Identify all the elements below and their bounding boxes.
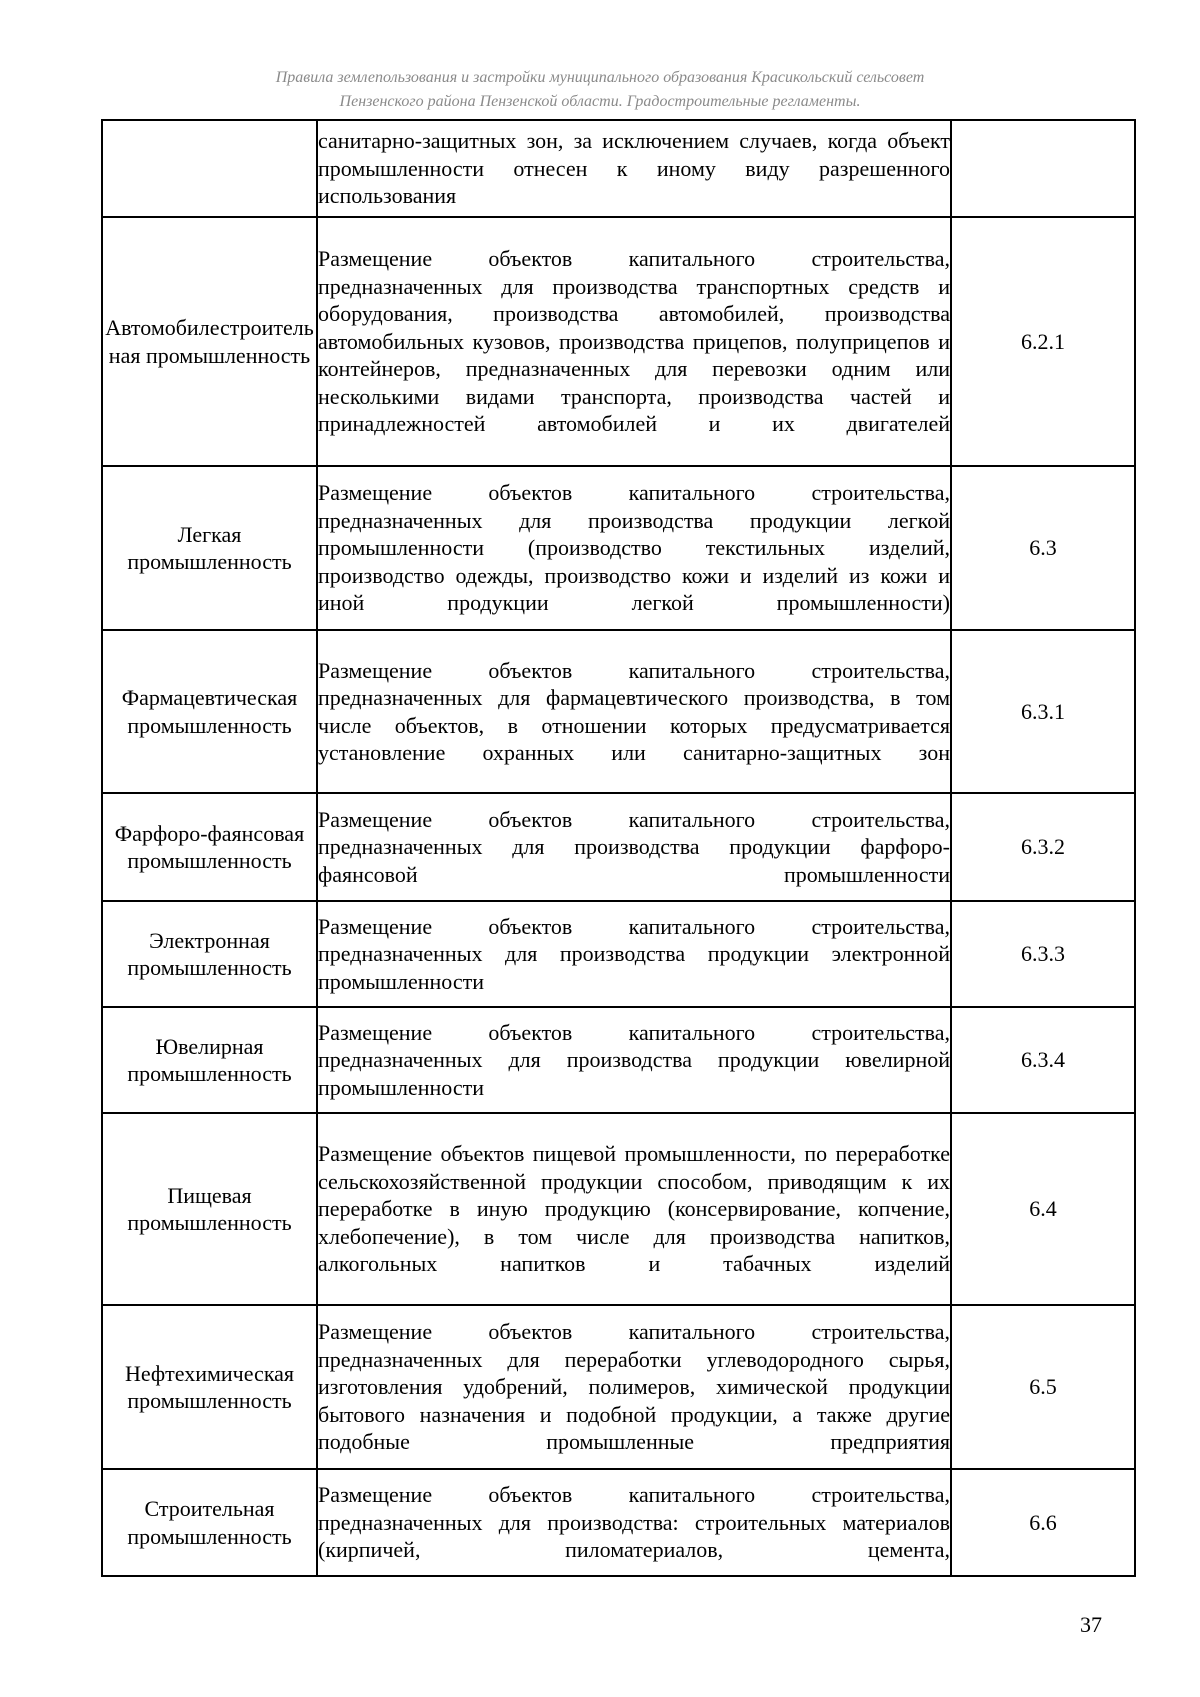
table-row	[102, 217, 1135, 466]
row-code: 6.3.2	[951, 793, 1135, 901]
table-row	[102, 466, 1135, 630]
row-description: Размещение объектов капитального строительства, предназначенных для переработки углеводородного сырья, изготовления удобрений, полимеров, химической продукции бытового назначения и подобной продукции, а также другие подобные промышленные предприятия	[317, 1305, 951, 1469]
row-code: 6.4	[951, 1113, 1135, 1305]
table-row	[102, 901, 1135, 1007]
row-name: Пищевая промышленность	[102, 1113, 317, 1305]
row-name: Фарфоро-фаянсовая промышленность	[102, 793, 317, 901]
row-name: Строительная промышленность	[102, 1469, 317, 1576]
row-code	[951, 120, 1135, 217]
running-header-line-1: Правила землепользования и застройки муниципального образования Красикольский сельсовет	[275, 69, 925, 86]
row-name: Фармацевтическая промышленность	[102, 630, 317, 793]
row-name: Электронная промышленность	[102, 901, 317, 1007]
running-header	[100, 66, 1100, 114]
row-name: Автомобилестроительная промышленность	[102, 217, 317, 466]
row-name: Легкая промышленность	[102, 466, 317, 630]
row-code: 6.3.3	[951, 901, 1135, 1007]
table-row	[102, 1007, 1135, 1113]
row-code: 6.5	[951, 1305, 1135, 1469]
land-use-table	[101, 119, 1136, 1577]
row-description: Размещение объектов капитального строительства, предназначенных для производства продукции электронной промышленности	[317, 901, 951, 1007]
table-row	[102, 120, 1135, 217]
row-description: Размещение объектов капитального строительства, предназначенных для производства транспортных средств и оборудования, производства автомобилей, производства автомобильных кузовов, производства прицепов, полуприцепов и контейнеров, предназначенных для перевозки одним или несколькими видами транспорта, производства частей и принадлежностей автомобилей и их двигателей	[317, 217, 951, 466]
row-name: Ювелирная промышленность	[102, 1007, 317, 1113]
table-row	[102, 1113, 1135, 1305]
table-row	[102, 630, 1135, 793]
table-row	[102, 793, 1135, 901]
running-header-line-2: Пензенского района Пензенской области. Градостроительные регламенты.	[339, 93, 861, 110]
table-row	[102, 1305, 1135, 1469]
row-description: Размещение объектов капитального строительства, предназначенных для фармацевтического производства, в том числе объектов, в отношении которых предусматривается установление охранных или санитарно-защитных зон	[317, 630, 951, 793]
row-code: 6.3.1	[951, 630, 1135, 793]
row-code: 6.2.1	[951, 217, 1135, 466]
row-name	[102, 120, 317, 217]
table-row	[102, 1469, 1135, 1576]
row-description: Размещение объектов капитального строительства, предназначенных для производства: строительных материалов (кирпичей, пиломатериалов, цемента,	[317, 1469, 951, 1576]
row-description: Размещение объектов капитального строительства, предназначенных для производства продукции ювелирной промышленности	[317, 1007, 951, 1113]
row-description: Размещение объектов капитального строительства, предназначенных для производства продукции фарфоро-фаянсовой промышленности	[317, 793, 951, 901]
page-number: 37	[1080, 1612, 1102, 1637]
row-description: Размещение объектов пищевой промышленности, по переработке сельскохозяйственной продукции способом, приводящим к их переработке в иную продукцию (консервирование, копчение, хлебопечение), в том числе для производства напитков, алкогольных напитков и табачных изделий	[317, 1113, 951, 1305]
row-code: 6.3.4	[951, 1007, 1135, 1113]
row-description: санитарно-защитных зон, за исключением случаев, когда объект промышленности отнесен к иному виду разрешенного использования	[317, 120, 951, 217]
row-code: 6.3	[951, 466, 1135, 630]
row-name: Нефтехимическая промышленность	[102, 1305, 317, 1469]
row-code: 6.6	[951, 1469, 1135, 1576]
row-description: Размещение объектов капитального строительства, предназначенных для производства продукции легкой промышленности (производство текстильных изделий, производство одежды, производство кожи и изделий из кожи и иной продукции легкой промышленности)	[317, 466, 951, 630]
